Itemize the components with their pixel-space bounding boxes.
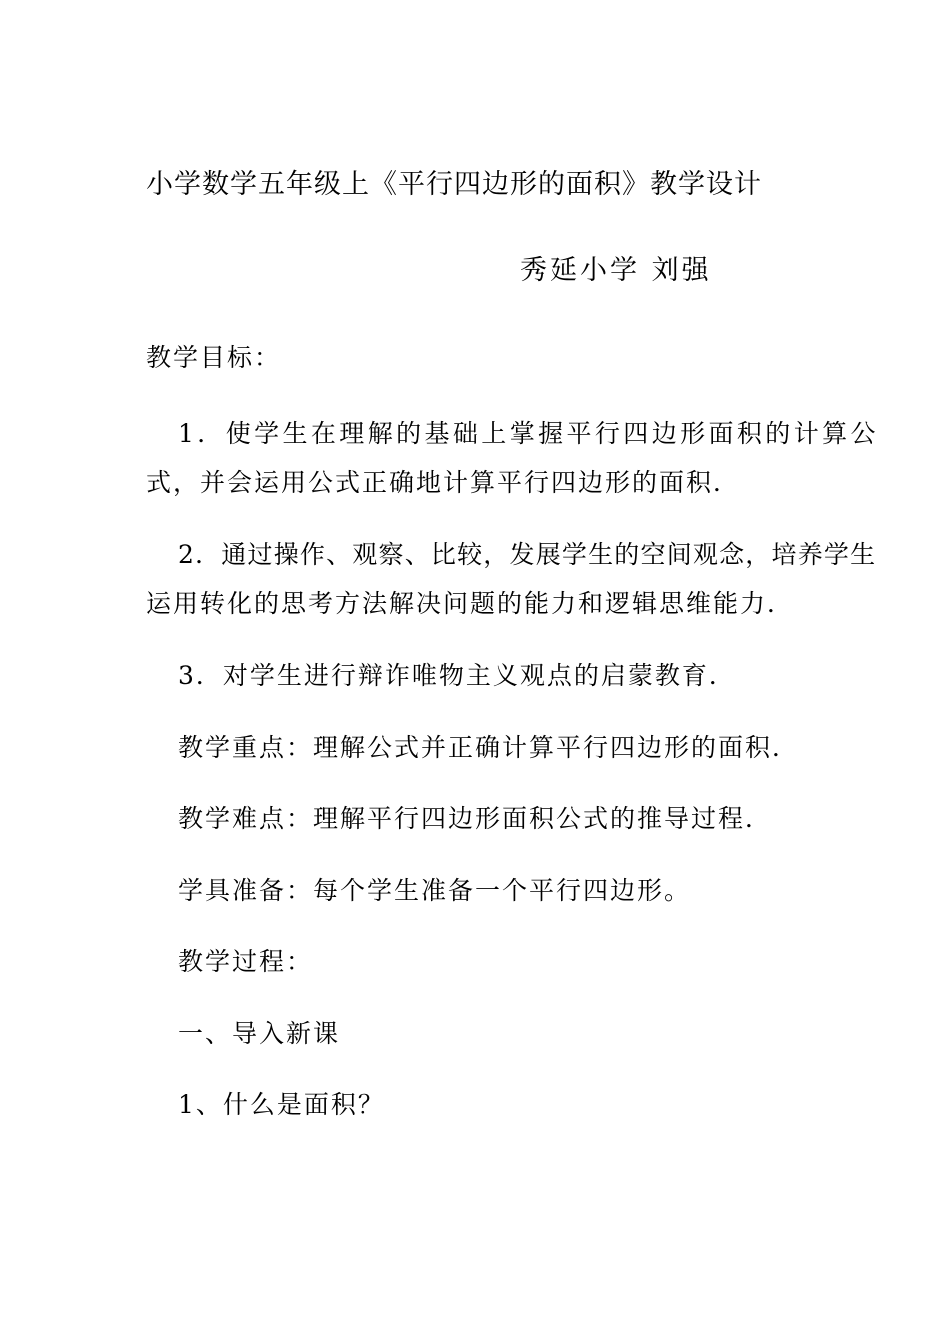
objectives-heading: 教学目标：	[146, 343, 282, 372]
question-1: 1、什么是面积？	[178, 1090, 385, 1119]
process-heading: 教学过程：	[178, 947, 314, 976]
objective-2-line-2: 运用转化的思考方法解决问题的能力和逻辑思维能力．	[146, 589, 795, 618]
section-1: 一、导入新课	[178, 1019, 341, 1048]
document-author: 秀延小学 刘强	[520, 255, 712, 286]
materials: 学具准备：每个学生准备一个平行四边形。	[178, 876, 692, 905]
key-point: 教学重点：理解公式并正确计算平行四边形的面积．	[178, 733, 800, 762]
objective-1-line-1: 1．使学生在理解的基础上掌握平行四边形面积的计算公	[178, 419, 879, 448]
objective-3: 3．对学生进行辩诈唯物主义观点的启蒙教育．	[178, 661, 736, 690]
document-title: 小学数学五年级上《平行四边形的面积》教学设计	[146, 169, 762, 200]
objective-2-line-1: 2．通过操作、观察、比较，发展学生的空间观念，培养学生	[178, 540, 877, 569]
objective-1-line-2: 式，并会运用公式正确地计算平行四边形的面积．	[146, 468, 741, 497]
difficulty: 教学难点：理解平行四边形面积公式的推导过程．	[178, 804, 773, 833]
